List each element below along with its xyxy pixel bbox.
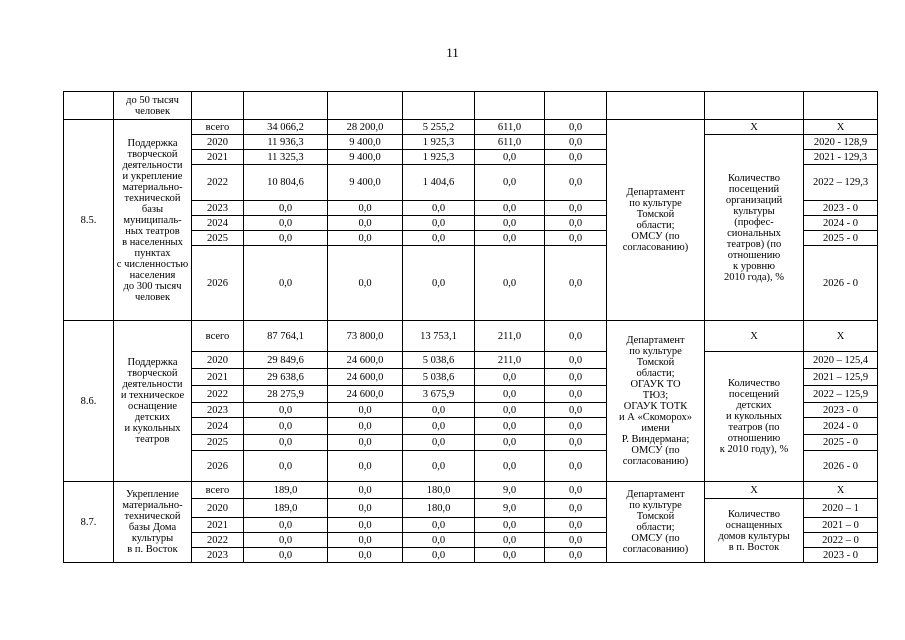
- local-amount-cell: 611,0: [475, 120, 545, 135]
- year-cell: 2020: [192, 135, 244, 150]
- total-amount-cell: 34 066,2: [244, 120, 328, 135]
- year-cell: 2021: [192, 518, 244, 533]
- regional-amount-cell: 0,0: [403, 201, 475, 216]
- target-value-cell: 2025 - 0: [804, 435, 878, 451]
- regional-amount-cell: 5 038,6: [403, 352, 475, 369]
- regional-amount-cell: 3 675,9: [403, 386, 475, 403]
- extra-amount-cell: 0,0: [545, 548, 607, 563]
- local-amount-cell: 211,0: [475, 352, 545, 369]
- total-amount-cell: 189,0: [244, 482, 328, 499]
- year-cell: всего: [192, 120, 244, 135]
- target-value-cell: 2021 – 0: [804, 518, 878, 533]
- federal-amount-cell: 24 600,0: [328, 352, 403, 369]
- federal-amount-cell: 0,0: [328, 435, 403, 451]
- row-number-cell: 8.7.: [64, 482, 114, 563]
- total-amount-cell: 11 325,3: [244, 150, 328, 165]
- year-cell: всего: [192, 482, 244, 499]
- local-amount-cell: 0,0: [475, 165, 545, 201]
- federal-amount-cell: 73 800,0: [328, 321, 403, 352]
- local-amount-cell: 611,0: [475, 135, 545, 150]
- target-value-cell: 2021 - 129,3: [804, 150, 878, 165]
- total-amount-cell: 87 764,1: [244, 321, 328, 352]
- local-amount-cell: 0,0: [475, 403, 545, 418]
- federal-amount-cell: 0,0: [328, 231, 403, 246]
- local-amount-cell: 0,0: [475, 246, 545, 321]
- target-value-cell: 2022 – 0: [804, 533, 878, 548]
- table-row: [64, 92, 878, 120]
- extra-amount-cell: 0,0: [545, 352, 607, 369]
- year-cell: 2021: [192, 369, 244, 386]
- empty-cell: [804, 92, 878, 120]
- total-amount-cell: 29 849,6: [244, 352, 328, 369]
- target-value-cell: 2024 - 0: [804, 216, 878, 231]
- indicator-name-cell: Количество оснащенных домов культуры в п. Восток: [705, 499, 804, 563]
- year-cell: 2026: [192, 451, 244, 482]
- row-number-cell: 8.6.: [64, 321, 114, 482]
- federal-amount-cell: 0,0: [328, 499, 403, 518]
- row-number-cell: 8.5.: [64, 120, 114, 321]
- target-value-cell: 2026 - 0: [804, 451, 878, 482]
- target-value-cell: 2023 - 0: [804, 403, 878, 418]
- federal-amount-cell: 0,0: [328, 246, 403, 321]
- total-amount-cell: 0,0: [244, 216, 328, 231]
- executor-cell: Департамент по культуре Томской области; ОМСУ (по согласованию): [607, 482, 705, 563]
- total-amount-cell: 0,0: [244, 246, 328, 321]
- target-value-cell: 2022 – 129,3: [804, 165, 878, 201]
- target-value-cell: 2021 – 125,9: [804, 369, 878, 386]
- extra-amount-cell: 0,0: [545, 201, 607, 216]
- target-value-cell: 2026 - 0: [804, 246, 878, 321]
- regional-amount-cell: 1 925,3: [403, 135, 475, 150]
- federal-amount-cell: 0,0: [328, 533, 403, 548]
- target-value-cell: 2020 – 125,4: [804, 352, 878, 369]
- row-number-cell: [64, 92, 114, 120]
- indicator-total-cell: Х: [705, 482, 804, 499]
- target-value-cell: 2020 – 1: [804, 499, 878, 518]
- total-amount-cell: 28 275,9: [244, 386, 328, 403]
- activity-name-cell: Поддержка творческой деятельности и техническое оснащение детских и кукольных театров: [114, 321, 192, 482]
- local-amount-cell: 0,0: [475, 548, 545, 563]
- year-cell: 2025: [192, 231, 244, 246]
- regional-amount-cell: 1 925,3: [403, 150, 475, 165]
- local-amount-cell: 0,0: [475, 201, 545, 216]
- activity-name-cell: Поддержка творческой деятельности и укрепление материально- технической базы муниципаль- ных театров в населенных пунктах с численностью населения до 300 тысяч человек: [114, 120, 192, 321]
- local-amount-cell: 0,0: [475, 216, 545, 231]
- year-cell: 2024: [192, 418, 244, 435]
- activity-name-cell: до 50 тысяч человек: [114, 92, 192, 120]
- year-cell: 2024: [192, 216, 244, 231]
- regional-amount-cell: 180,0: [403, 482, 475, 499]
- empty-cell: [607, 92, 705, 120]
- total-amount-cell: 0,0: [244, 201, 328, 216]
- year-cell: 2020: [192, 352, 244, 369]
- executor-cell: Департамент по культуре Томской области; ОМСУ (по согласованию): [607, 120, 705, 321]
- indicator-total-cell: Х: [705, 120, 804, 135]
- target-value-cell: Х: [804, 482, 878, 499]
- target-value-cell: 2024 - 0: [804, 418, 878, 435]
- extra-amount-cell: 0,0: [545, 499, 607, 518]
- year-cell: всего: [192, 321, 244, 352]
- regional-amount-cell: 0,0: [403, 533, 475, 548]
- federal-amount-cell: 0,0: [328, 482, 403, 499]
- total-amount-cell: 0,0: [244, 548, 328, 563]
- empty-cell: [705, 92, 804, 120]
- federal-amount-cell: 9 400,0: [328, 150, 403, 165]
- indicator-total-cell: Х: [705, 321, 804, 352]
- local-amount-cell: 0,0: [475, 418, 545, 435]
- total-amount-cell: 11 936,3: [244, 135, 328, 150]
- federal-amount-cell: 9 400,0: [328, 165, 403, 201]
- total-amount-cell: 0,0: [244, 451, 328, 482]
- target-value-cell: Х: [804, 120, 878, 135]
- local-amount-cell: 9,0: [475, 482, 545, 499]
- extra-amount-cell: 0,0: [545, 216, 607, 231]
- extra-amount-cell: 0,0: [545, 403, 607, 418]
- regional-amount-cell: 180,0: [403, 499, 475, 518]
- extra-amount-cell: 0,0: [545, 120, 607, 135]
- federal-amount-cell: 0,0: [328, 418, 403, 435]
- total-amount-cell: 0,0: [244, 435, 328, 451]
- local-amount-cell: 211,0: [475, 321, 545, 352]
- local-amount-cell: 0,0: [475, 518, 545, 533]
- extra-amount-cell: 0,0: [545, 418, 607, 435]
- empty-cell: [328, 92, 403, 120]
- local-amount-cell: 9,0: [475, 499, 545, 518]
- total-amount-cell: 0,0: [244, 418, 328, 435]
- regional-amount-cell: 0,0: [403, 231, 475, 246]
- empty-cell: [192, 92, 244, 120]
- page-number: 11: [446, 45, 459, 60]
- total-amount-cell: 0,0: [244, 518, 328, 533]
- program-table: [63, 91, 878, 563]
- year-cell: 2023: [192, 201, 244, 216]
- year-cell: 2022: [192, 165, 244, 201]
- indicator-name-cell: Количество посещений организаций культуры (профес- сиональных театров) (по отношению к уровню 2010 года), %: [705, 135, 804, 321]
- year-cell: 2023: [192, 548, 244, 563]
- local-amount-cell: 0,0: [475, 435, 545, 451]
- extra-amount-cell: 0,0: [545, 369, 607, 386]
- local-amount-cell: 0,0: [475, 386, 545, 403]
- regional-amount-cell: 0,0: [403, 451, 475, 482]
- extra-amount-cell: 0,0: [545, 231, 607, 246]
- target-value-cell: 2023 - 0: [804, 201, 878, 216]
- regional-amount-cell: 0,0: [403, 246, 475, 321]
- federal-amount-cell: 0,0: [328, 403, 403, 418]
- extra-amount-cell: 0,0: [545, 386, 607, 403]
- year-cell: 2022: [192, 386, 244, 403]
- federal-amount-cell: 9 400,0: [328, 135, 403, 150]
- regional-amount-cell: 0,0: [403, 518, 475, 533]
- local-amount-cell: 0,0: [475, 150, 545, 165]
- local-amount-cell: 0,0: [475, 369, 545, 386]
- indicator-name-cell: Количество посещений детских и кукольных театров (по отношению к 2010 году), %: [705, 352, 804, 482]
- regional-amount-cell: 0,0: [403, 548, 475, 563]
- federal-amount-cell: 0,0: [328, 451, 403, 482]
- local-amount-cell: 0,0: [475, 231, 545, 246]
- year-cell: 2023: [192, 403, 244, 418]
- empty-cell: [244, 92, 328, 120]
- table-row: [64, 120, 878, 135]
- empty-cell: [475, 92, 545, 120]
- regional-amount-cell: 0,0: [403, 435, 475, 451]
- table-row: [64, 321, 878, 352]
- year-cell: 2021: [192, 150, 244, 165]
- executor-cell: Департамент по культуре Томской области; ОГАУК ТО ТЮЗ; ОГАУК ТОТК и А «Скоморох» имени Р. Виндермана; ОМСУ (по согласованию): [607, 321, 705, 482]
- total-amount-cell: 189,0: [244, 499, 328, 518]
- table-row: [64, 482, 878, 499]
- regional-amount-cell: 13 753,1: [403, 321, 475, 352]
- target-value-cell: 2020 - 128,9: [804, 135, 878, 150]
- federal-amount-cell: 0,0: [328, 201, 403, 216]
- year-cell: 2022: [192, 533, 244, 548]
- empty-cell: [403, 92, 475, 120]
- year-cell: 2025: [192, 435, 244, 451]
- activity-name-cell: Укрепление материально- технической базы Дома культуры в п. Восток: [114, 482, 192, 563]
- target-value-cell: 2022 – 125,9: [804, 386, 878, 403]
- total-amount-cell: 0,0: [244, 403, 328, 418]
- total-amount-cell: 29 638,6: [244, 369, 328, 386]
- regional-amount-cell: 1 404,6: [403, 165, 475, 201]
- extra-amount-cell: 0,0: [545, 533, 607, 548]
- federal-amount-cell: 24 600,0: [328, 369, 403, 386]
- extra-amount-cell: 0,0: [545, 482, 607, 499]
- extra-amount-cell: 0,0: [545, 321, 607, 352]
- federal-amount-cell: 24 600,0: [328, 386, 403, 403]
- year-cell: 2020: [192, 499, 244, 518]
- extra-amount-cell: 0,0: [545, 135, 607, 150]
- extra-amount-cell: 0,0: [545, 165, 607, 201]
- total-amount-cell: 10 804,6: [244, 165, 328, 201]
- extra-amount-cell: 0,0: [545, 518, 607, 533]
- local-amount-cell: 0,0: [475, 533, 545, 548]
- federal-amount-cell: 0,0: [328, 518, 403, 533]
- federal-amount-cell: 0,0: [328, 548, 403, 563]
- regional-amount-cell: 5 038,6: [403, 369, 475, 386]
- federal-amount-cell: 0,0: [328, 216, 403, 231]
- extra-amount-cell: 0,0: [545, 451, 607, 482]
- extra-amount-cell: 0,0: [545, 246, 607, 321]
- regional-amount-cell: 0,0: [403, 403, 475, 418]
- total-amount-cell: 0,0: [244, 231, 328, 246]
- target-value-cell: Х: [804, 321, 878, 352]
- regional-amount-cell: 5 255,2: [403, 120, 475, 135]
- total-amount-cell: 0,0: [244, 533, 328, 548]
- extra-amount-cell: 0,0: [545, 435, 607, 451]
- target-value-cell: 2023 - 0: [804, 548, 878, 563]
- empty-cell: [545, 92, 607, 120]
- federal-amount-cell: 28 200,0: [328, 120, 403, 135]
- year-cell: 2026: [192, 246, 244, 321]
- regional-amount-cell: 0,0: [403, 418, 475, 435]
- extra-amount-cell: 0,0: [545, 150, 607, 165]
- regional-amount-cell: 0,0: [403, 216, 475, 231]
- local-amount-cell: 0,0: [475, 451, 545, 482]
- target-value-cell: 2025 - 0: [804, 231, 878, 246]
